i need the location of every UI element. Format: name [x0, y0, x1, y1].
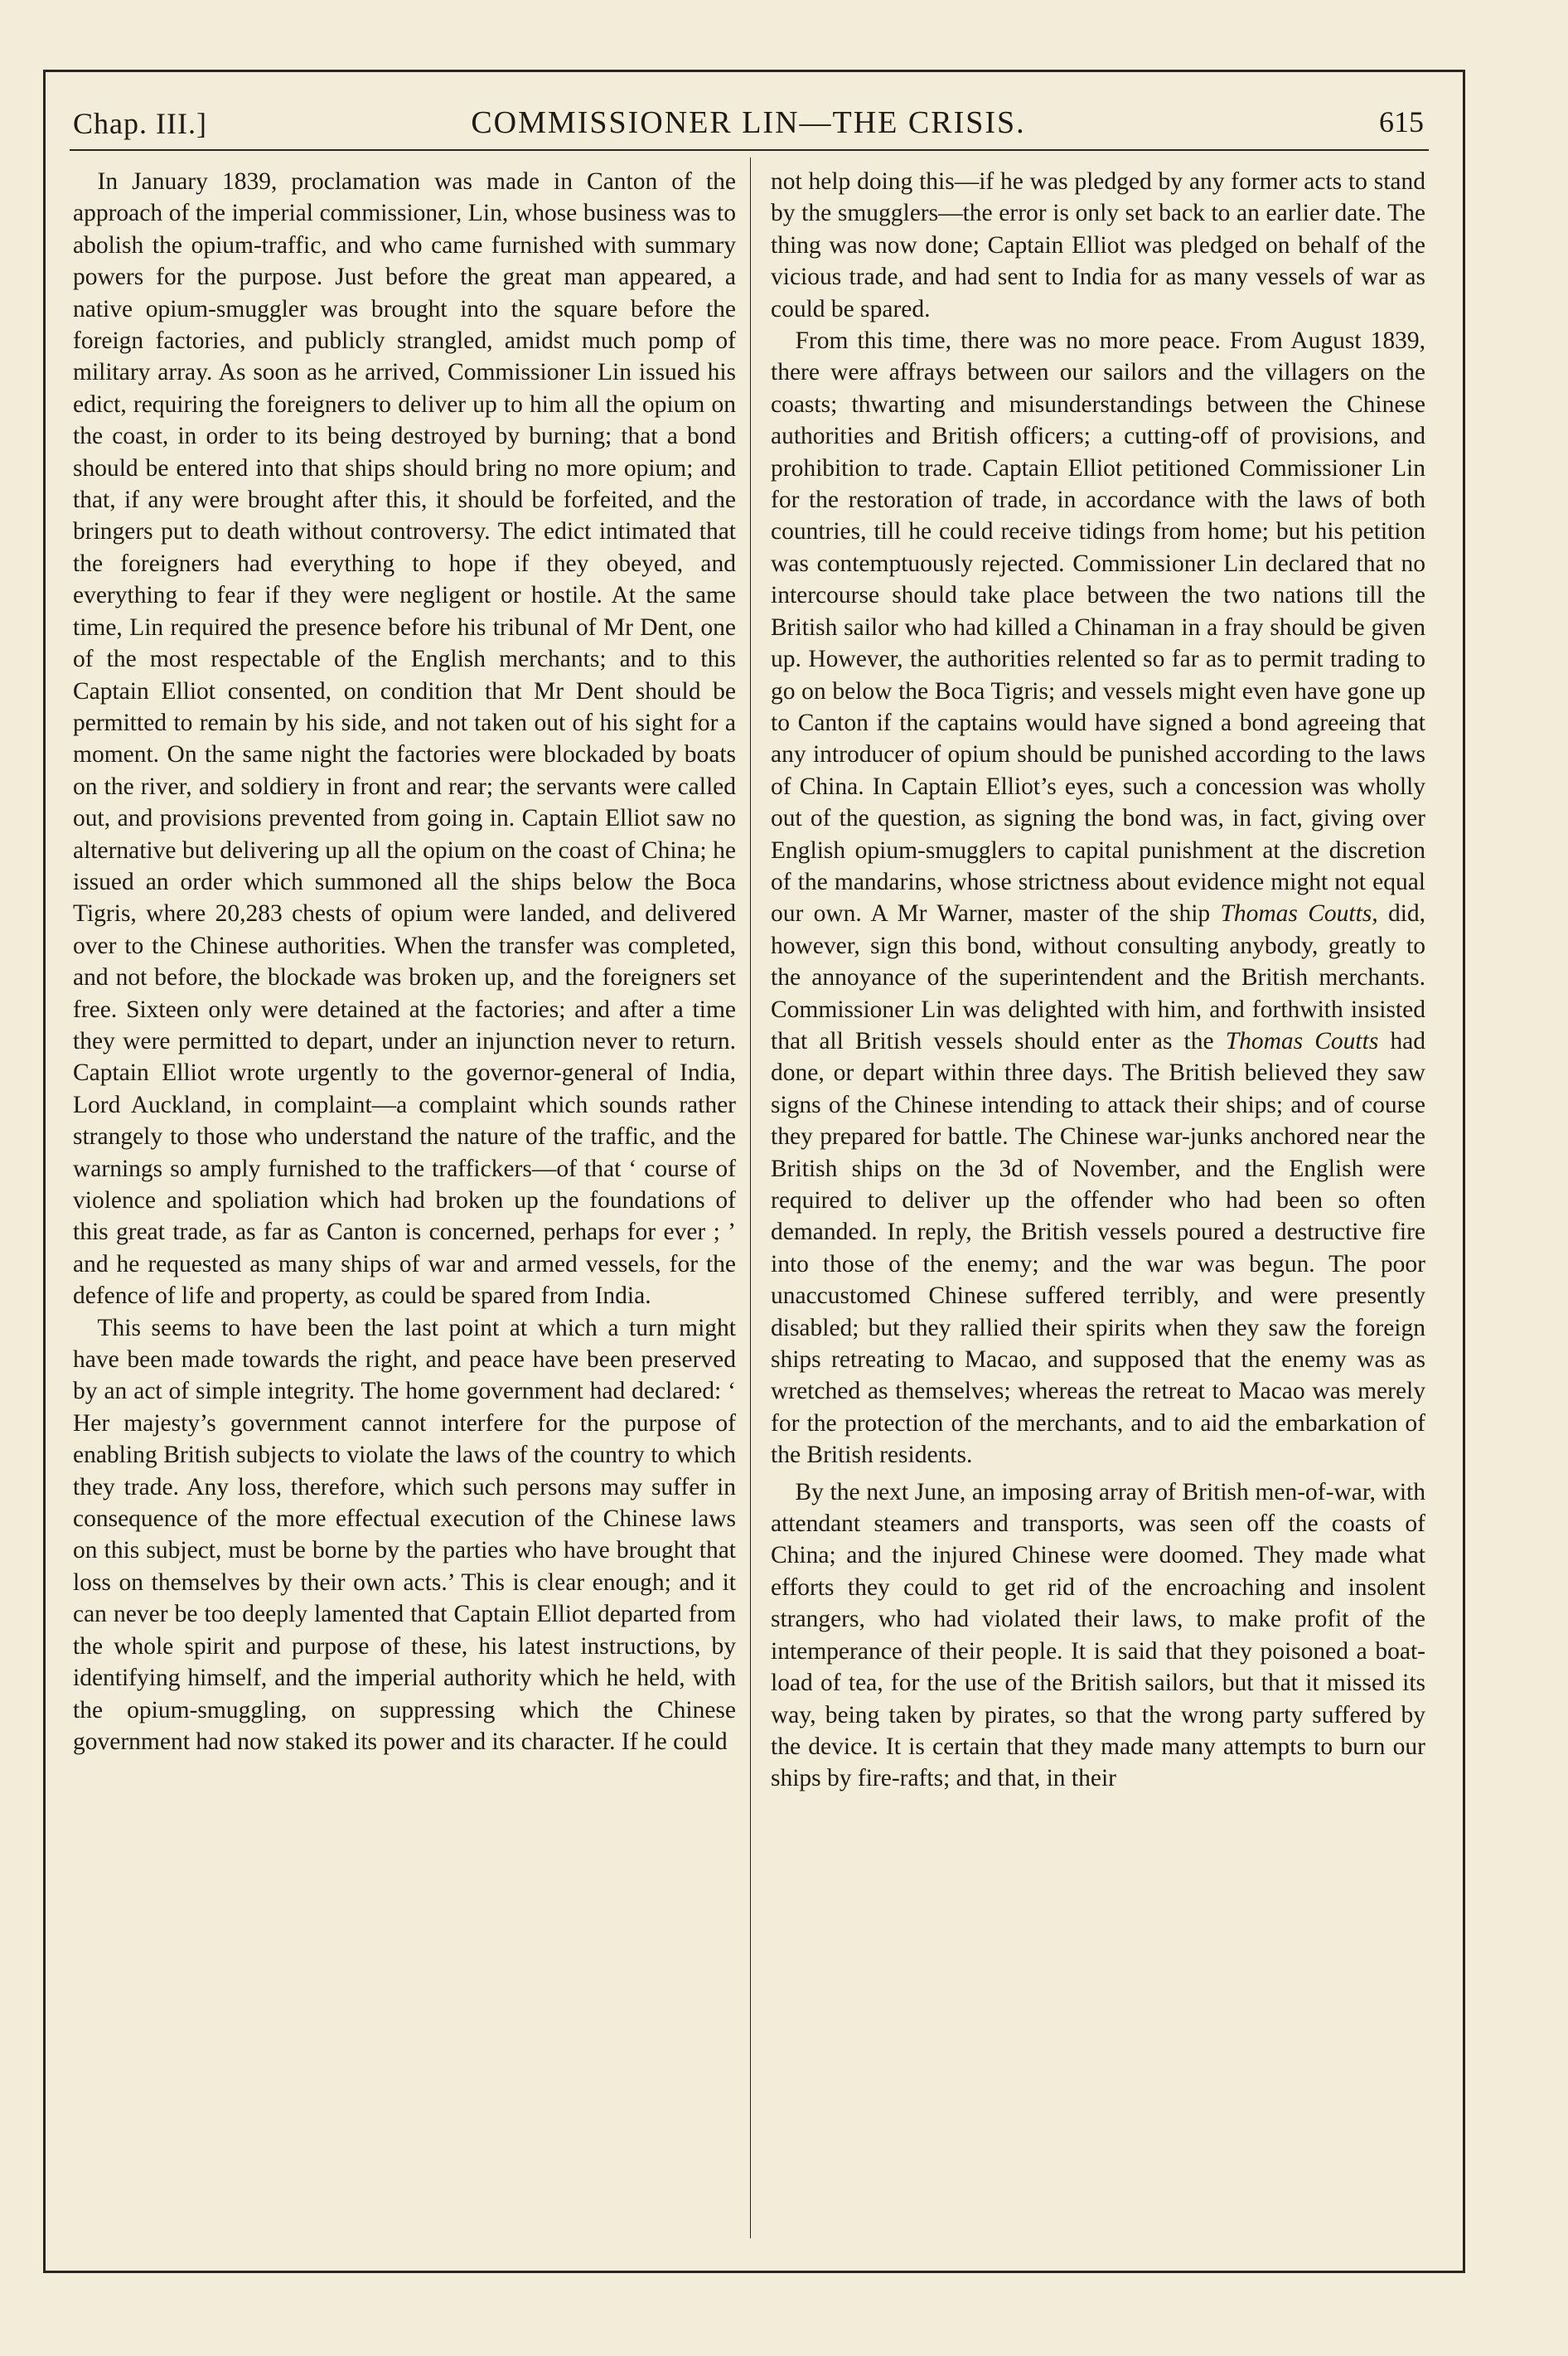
paragraph: In January 1839, proclamation was made in Canton of the approach of the imperial commissioner, Lin, whose business was to abolish the opium-traffic, and who came furnished with summary powers for the purpose. Just before the great man appeared, a native opium-smuggler was brought into the square before the foreign factories, and publicly strangled, amidst much pomp of military array. As soon as he arrived, Commissioner Lin issued his edict, requiring the foreigners to deliver up to him all the opium on the coast, in order to its being destroyed by burning; that a bond should be entered into that ships should bring no more opium; and that, if any were brought after this, it should be forfeited, and the bringers put to death without controversy. The edict intimated that the foreigners had everything to hope if they obeyed, and everything to fear if they were negligent or hostile. At the same time, Lin required the presence before his tribunal of Mr Dent, one of the most respectable of the English merchants; and to this Captain Elliot consented, on condition that Mr Dent should be permitted to remain by his side, and not taken out of his sight for a moment. On the same night the factories were blockaded by boats on the river, and soldiery in front and rear; the servants were called out, and provisions prevented from going in. Captain Elliot saw no alternative but delivering up all the opium on the coast of China; he issued an order which summoned all the ships below the Boca Tigris, where 20,283 chests of opium were landed, and delivered over to the Chinese authorities. When the transfer was completed, and not before, the blockade was broken up, and the foreigners set free. Sixteen only were detained at the factories; and after a time they were permitted to depart, under an injunction never to return. Captain Elliot wrote urgently to the governor-general of India, Lord Auckland, in complaint—a complaint which sounds rather strangely to those who understand the nature of the traffic, and the warnings so amply furnished to the traffickers—of that ‘ course of violence and spoliation which had broken up the foundations of this great trade, as far as Canton is concerned, perhaps for ever ; ’ and he requested as many ships of war and armed vessels, for the defence of life and property, as could be spared from India. — [73, 168, 736, 1310]
paragraph-text: did, however, sign this bond, without consulting anybody, greatly to the annoyance of the superintendent and the British merchants. Commissioner Lin was delighted with him, and forthwith insisted that all British vessels should enter as the — [771, 900, 1426, 1054]
page-number: 615 — [1379, 105, 1424, 138]
right-column — [771, 166, 1425, 1795]
ship-name: Thomas Coutts — [1225, 1027, 1379, 1054]
running-header — [73, 99, 1424, 149]
running-title: COMMISSIONER LIN—THE CRISIS. — [471, 105, 1026, 140]
column-divider — [750, 158, 751, 2238]
chapter-label: Chap. III.] — [73, 107, 207, 140]
header-rule — [70, 149, 1429, 151]
paragraph: not help doing this—if he was pledged by any former acts to stand by the smugglers—the error is only set back to an earlier date. The thing was now done; Captain Elliot was pledged on behalf of the vicious trade, and had sent to India for as many vessels of war as could be spared. — [771, 168, 1425, 322]
paragraph — [771, 325, 1425, 1471]
paragraph: By the next June, an imposing array of British men-of-war, with attendant steamers and transports, was seen off the coasts of China; and the injured Chinese were doomed. They made what efforts they could to get rid of the encroaching and insolent strangers, who had violated their laws, to make profit of the intemperance of their people. It is said that they poisoned a boat-load of tea, for the use of the British sailors, but that it missed its way, being taken by pirates, so that the wrong party suffered by the device. It is certain that they made many attempts to burn our ships by fire-rafts; and that, in their — [771, 1478, 1425, 1792]
left-column — [73, 166, 736, 1757]
paragraph: This seems to have been the last point at which a turn might have been made towards the right, and peace have been preserved by an act of simple integrity. The home government had declared: ‘ Her majesty’s government cannot interfere for the purpose of enabling British subjects to violate the laws of the country to which they trade. Any loss, therefore, which such persons may suffer in consequence of the more effectual execution of the Chinese laws on this subject, must be borne by the parties who have brought that loss on themselves by their own acts.’ This is clear enough; and it can never be too deeply lamented that Captain Elliot departed from the whole spirit and purpose of these, his latest instructions, by identifying himself, and the imperial authority which he held, with the opium-smuggling, on suppressing which the Chinese government had now staked its power and its character. If he could — [73, 1314, 736, 1755]
paragraph-text: From this time, there was no more peace. From August 1839, there were affrays between our sailors and the villagers on the coasts; thwarting and misunderstandings between the Chinese authorities and British officers; a cutting-off of provisions, and prohibition to trade. Captain Elliot petitioned Commissioner Lin for the restoration of trade, in accordance with the laws of both countries, till he could receive tidings from home; but his petition was contemptuously rejected. Commissioner Lin declared that no intercourse should take place between the two nations till the British sailor who had killed a Chinaman in a fray should be given up. However, the authorities relented so far as to permit trading to go on below the Boca Tigris; and vessels might even have gone up to Canton if the captains would have signed a bond agreeing that any introducer of opium should be punished according to the laws of China. In Captain Elliot’s eyes, such a concession was wholly out of the question, as signing the bond was, in fact, giving over English opium-smugglers to capital punishment at the discretion of the mandarins, whose strictness about evidence might not equal our own. A Mr Warner, master of the ship — [771, 327, 1425, 928]
paragraph-text: had done, or depart within three days. The British believed they saw signs of the Chinese intending to attack their ships; and of course they prepared for battle. The Chinese war-junks anchored near the British ships on the 3d of November, and the English were required to deliver up the offender who had been so often demanded. In reply, the British vessels poured a destructive fire into those of the enemy; and the war was begun. The poor unaccustomed Chinese suffered terribly, and were presently disabled; but they rallied their spirits when they saw the foreign ships retreating to Macao, and supposed that the enemy was as wretched as themselves; whereas the retreat to Macao was merely for the protection of the merchants, and to aid the embarkation of the British residents. — [771, 1027, 1425, 1469]
ship-name: Thomas Coutts, — [1220, 900, 1378, 928]
